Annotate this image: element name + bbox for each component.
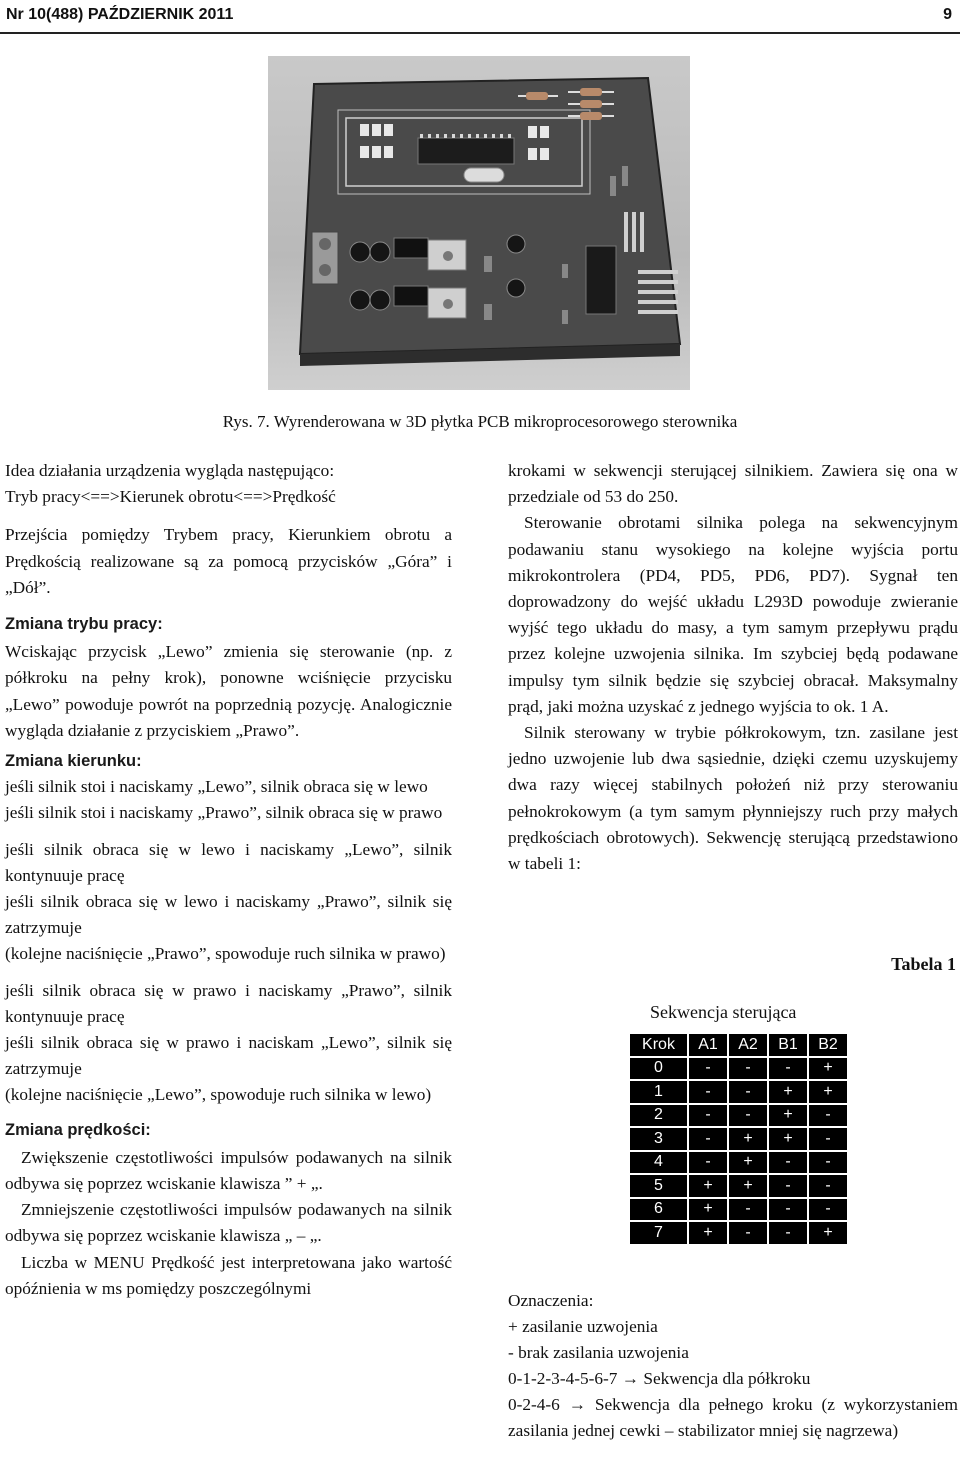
table-cell: - bbox=[768, 1151, 808, 1175]
body-paragraph: Silnik sterowany w trybie półkrokowym, tzn. zasilane jest jedno uzwojenie lub dwa sąsiednie, dzięki czemu uzyskujemy dwa razy więcej stabilnych położeń niż przy sterowaniu pełnokrokowym (a tym samym płynniejszy ruch przy małych prędkościach obrotowych). Sekwencję sterującą przedstawiono w tabeli 1: bbox=[508, 723, 958, 874]
table-cell: 1 bbox=[629, 1080, 688, 1104]
page-number: 9 bbox=[943, 6, 952, 23]
table-cell: - bbox=[688, 1057, 728, 1081]
mode-paragraph: Wciskając przycisk „Lewo” zmienia się sterowanie (np. z półkroku na pełny krok), ponowne wciśnięcie przycisku „Lewo” powoduje powrót na poprzednią pozycję. Analogicznie wygląda działanie z przyciskiem „Prawo”. bbox=[5, 642, 452, 740]
table-header-cell: Krok bbox=[629, 1033, 688, 1057]
table-cell: + bbox=[768, 1127, 808, 1151]
table-cell: - bbox=[808, 1174, 848, 1198]
table-cell: - bbox=[728, 1080, 768, 1104]
intro-paragraph: Idea działania urządzenia wygląda następująco: bbox=[5, 461, 335, 480]
table-header-cell: A2 bbox=[728, 1033, 768, 1057]
table-cell: - bbox=[768, 1198, 808, 1222]
table-cell: - bbox=[768, 1057, 808, 1081]
direction-item: jeśli silnik stoi i naciskamy „Prawo”, silnik obraca się w prawo bbox=[5, 803, 443, 823]
table-cell: + bbox=[768, 1104, 808, 1128]
table-row bbox=[629, 1127, 848, 1151]
table-cell: - bbox=[768, 1221, 808, 1245]
table-cell: + bbox=[768, 1080, 808, 1104]
table-cell: 5 bbox=[629, 1174, 688, 1198]
table-cell: - bbox=[808, 1198, 848, 1222]
table-cell: + bbox=[728, 1174, 768, 1198]
table-cell: - bbox=[808, 1151, 848, 1175]
table-cell: + bbox=[808, 1057, 848, 1081]
left-column bbox=[5, 458, 452, 1302]
legend-title: Oznaczenia: bbox=[508, 1291, 594, 1310]
right-column bbox=[508, 458, 958, 877]
table-cell: + bbox=[688, 1221, 728, 1245]
table-cell: + bbox=[728, 1127, 768, 1151]
table-label: Tabela 1 bbox=[891, 954, 956, 974]
legend-item: 0-1-2-3-4-5-6-7 → Sekwencja dla półkroku bbox=[508, 1369, 811, 1388]
mode-flow-line: Tryb pracy<==>Kierunek obrotu<==>Prędkość bbox=[5, 487, 336, 507]
table-header-row bbox=[629, 1033, 848, 1057]
direction-item: (kolejne naciśnięcie „Prawo”, spowoduje ruch silnika w prawo) bbox=[5, 944, 446, 964]
table-cell: - bbox=[728, 1104, 768, 1128]
speed-heading: Zmiana prędkości: bbox=[5, 1120, 151, 1139]
table-cell: - bbox=[728, 1057, 768, 1081]
table-row bbox=[629, 1174, 848, 1198]
table-cell: 4 bbox=[629, 1151, 688, 1175]
table-cell: 0 bbox=[629, 1057, 688, 1081]
table-row bbox=[629, 1198, 848, 1222]
direction-item: jeśli silnik obraca się w lewo i naciskamy „Lewo”, silnik kontynuuje pracę bbox=[5, 839, 452, 885]
table-cell: 3 bbox=[629, 1127, 688, 1151]
table-cell: 6 bbox=[629, 1198, 688, 1222]
body-paragraph: krokami w sekwencji sterującej silnikiem. Zawiera się ona w przedziale od 53 do 250. bbox=[508, 461, 958, 507]
legend-item: - brak zasilania uzwojenia bbox=[508, 1343, 689, 1362]
sequence-table bbox=[628, 1032, 849, 1246]
direction-item: jeśli silnik obraca się w prawo i naciskamy „Prawo”, silnik kontynuuje pracę bbox=[5, 980, 452, 1026]
table-cell: + bbox=[728, 1151, 768, 1175]
mode-heading: Zmiana trybu pracy: bbox=[5, 615, 163, 634]
table-cell: - bbox=[688, 1080, 728, 1104]
direction-heading: Zmiana kierunku: bbox=[5, 752, 142, 771]
body-paragraph: Sterowanie obrotami silnika polega na sekwencyjnym podawaniu stanu wysokiego na kolejne wyjścia portu mikrokontrolera (PD4, PD5, PD6, PD7). Sygnał ten doprowadzony do wejść układu L293D powoduje zwieranie wyjść tego układu do masy, a tym samym przepływu prądu przez kolejne uzwojenia silnika. Im szybciej będą podawane impulsy tym silnik będzie się szybciej obracał. Maksymalny prąd, jaki można uzyskać z jednego wyjścia to ok. 1 A. bbox=[508, 513, 958, 716]
table-row bbox=[629, 1104, 848, 1128]
page-header bbox=[0, 0, 960, 34]
table-cell: + bbox=[688, 1198, 728, 1222]
legend-item: + zasilanie uzwojenia bbox=[508, 1317, 658, 1336]
direction-item: jeśli silnik obraca się w lewo i naciskamy „Prawo”, silnik się zatrzymuje bbox=[5, 892, 452, 938]
table-cell: 7 bbox=[629, 1221, 688, 1245]
speed-paragraph: Liczba w MENU Prędkość jest interpretowana jako wartość opóźnienia w ms pomiędzy poszczególnymi bbox=[5, 1252, 452, 1298]
table-row bbox=[629, 1057, 848, 1081]
speed-paragraph: Zwiększenie częstotliwości impulsów podawanych na silnik odbywa się poprzez wciskanie klawisza ” + „. bbox=[5, 1147, 452, 1194]
legend-block bbox=[508, 1288, 958, 1444]
transitions-paragraph: Przejścia pomiędzy Trybem pracy, Kierunkiem obrotu a Prędkością realizowane są za pomocą przycisków „Góra” i „Dół”. bbox=[5, 525, 452, 597]
table-header-cell: B1 bbox=[768, 1033, 808, 1057]
table-cell: - bbox=[688, 1151, 728, 1175]
table-header-cell: A1 bbox=[688, 1033, 728, 1057]
table-cell: + bbox=[688, 1174, 728, 1198]
table-cell: - bbox=[768, 1174, 808, 1198]
direction-item: jeśli silnik obraca się w prawo i naciskam „Lewo”, silnik się zatrzymuje bbox=[5, 1033, 452, 1079]
pcb-render-image bbox=[268, 56, 690, 390]
table-cell: - bbox=[688, 1104, 728, 1128]
table-cell: - bbox=[808, 1104, 848, 1128]
table-title: Sekwencja sterująca bbox=[650, 1002, 797, 1022]
table-header-cell: B2 bbox=[808, 1033, 848, 1057]
table-row bbox=[629, 1151, 848, 1175]
table-cell: - bbox=[728, 1221, 768, 1245]
table-row bbox=[629, 1221, 848, 1245]
table-cell: 2 bbox=[629, 1104, 688, 1128]
issue-label: Nr 10(488) PAŹDZIERNIK 2011 bbox=[6, 6, 234, 23]
table-cell: - bbox=[688, 1127, 728, 1151]
table-cell: - bbox=[808, 1127, 848, 1151]
table-cell: + bbox=[808, 1080, 848, 1104]
table-cell: + bbox=[808, 1221, 848, 1245]
figure-caption: Rys. 7. Wyrenderowana w 3D płytka PCB mikroprocesorowego sterownika bbox=[222, 412, 738, 431]
direction-item: (kolejne naciśnięcie „Lewo”, spowoduje ruch silnika w lewo) bbox=[5, 1085, 432, 1105]
direction-item: jeśli silnik stoi i naciskamy „Lewo”, silnik obraca się w lewo bbox=[5, 777, 428, 797]
legend-item: 0-2-4-6 → Sekwencja dla pełnego kroku (z wykorzystaniem zasilania jednej cewki – stabilizator mniej się nagrzewa) bbox=[508, 1395, 958, 1440]
speed-paragraph: Zmniejszenie częstotliwości impulsów podawanych na silnik odbywa się poprzez wciskanie klawisza „ – „. bbox=[5, 1200, 452, 1246]
table-row bbox=[629, 1080, 848, 1104]
pcb-board-illustration bbox=[268, 56, 690, 390]
table-cell: - bbox=[728, 1198, 768, 1222]
